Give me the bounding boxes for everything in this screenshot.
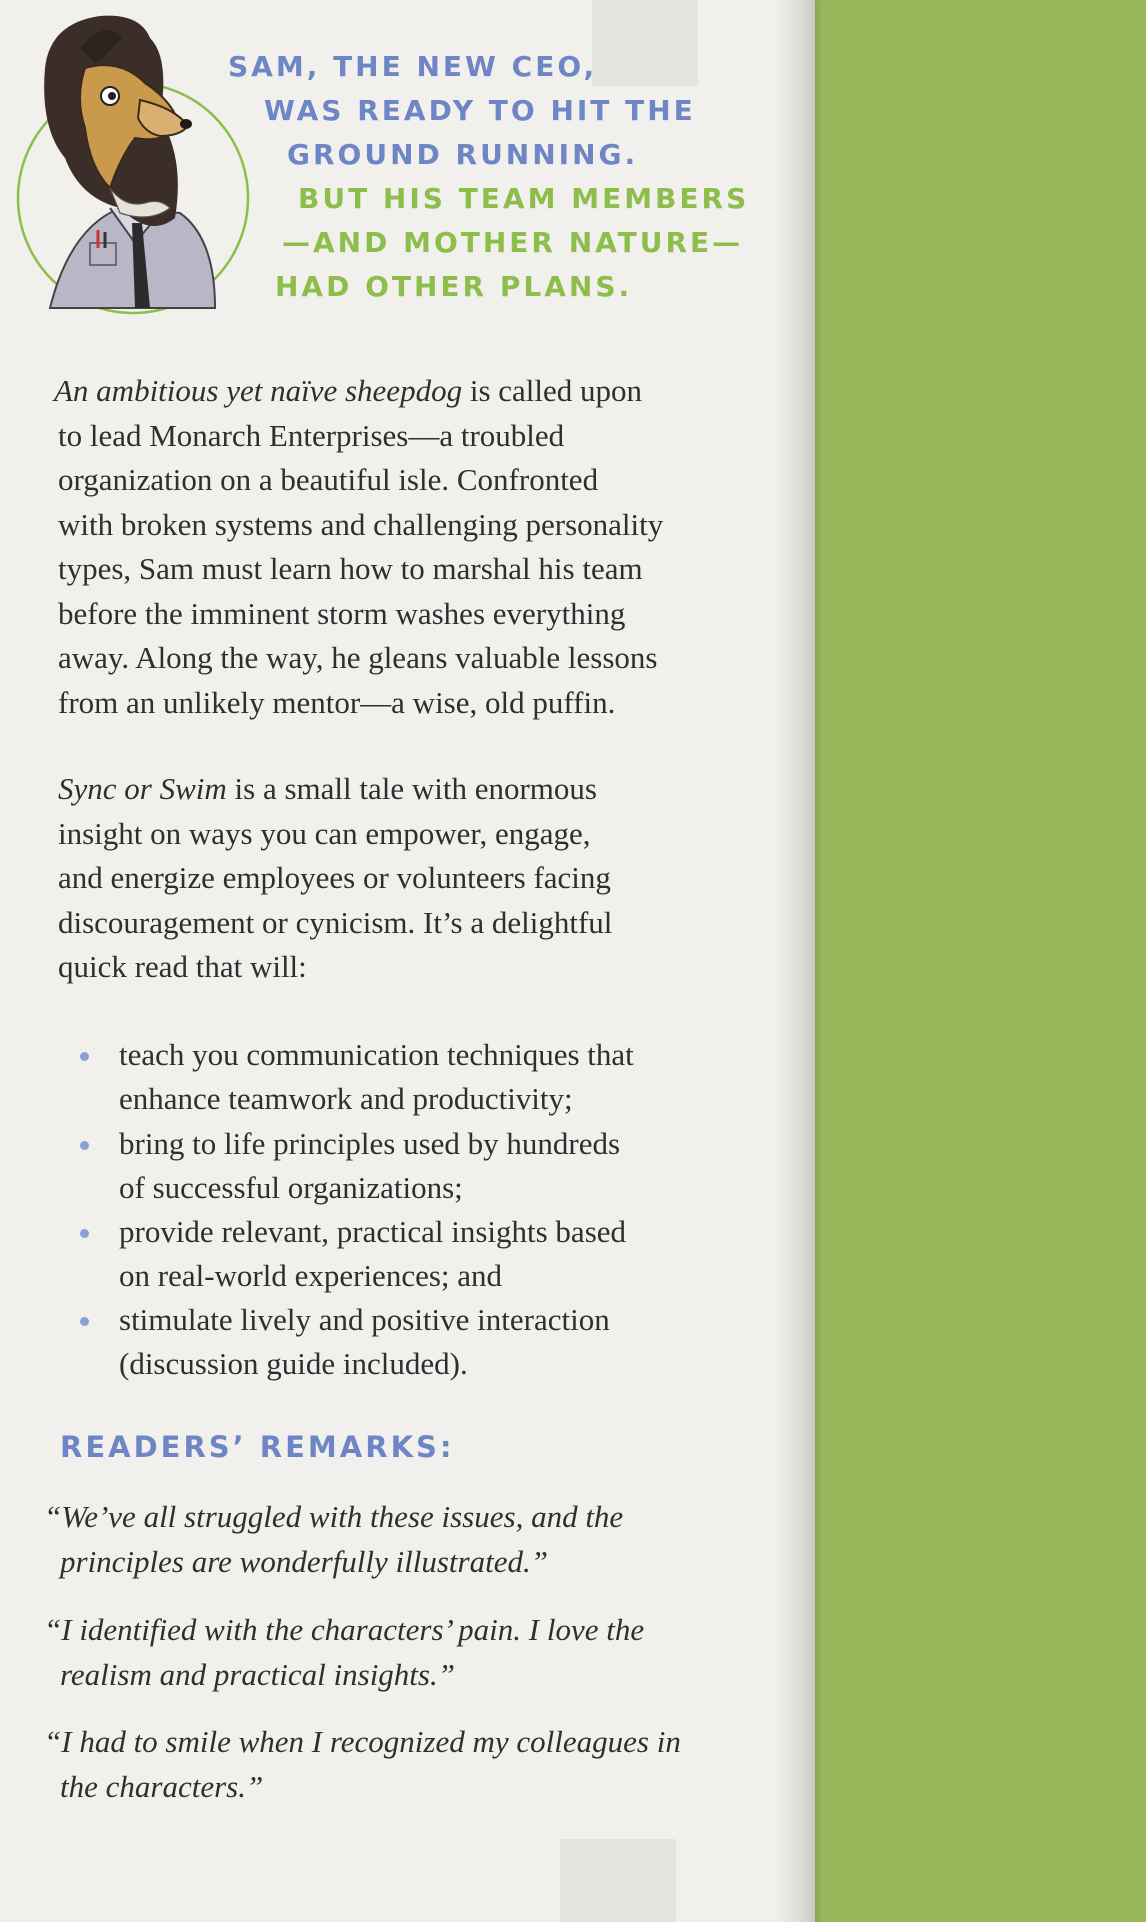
tagline-line-5: —AND MOTHER NATURE— bbox=[282, 226, 744, 259]
para1-line: before the imminent storm washes everything bbox=[58, 595, 626, 631]
bullet-dot-icon bbox=[80, 1141, 89, 1150]
description-paragraph-2 bbox=[58, 767, 758, 990]
bullet-dot-icon bbox=[80, 1317, 89, 1326]
para1-line: types, Sam must learn how to marshal his team bbox=[58, 551, 643, 586]
reader-quote: “I had to smile when I recognized my colleagues in the characters.” bbox=[44, 1724, 681, 1804]
top-tab-block bbox=[592, 0, 698, 86]
bullet-line: enhance teamwork and productivity; bbox=[119, 1081, 573, 1116]
para1-line: An ambitious yet naïve sheepdog is called upon bbox=[54, 373, 643, 408]
para2-line: insight on ways you can empower, engage, bbox=[58, 815, 591, 851]
reader-quote: “We’ve all struggled with these issues, and the principles are wonderfully illustrated.” bbox=[44, 1499, 624, 1579]
readers-remarks-heading: READERS’ REMARKS: bbox=[60, 1430, 455, 1464]
book-title-italic: Sync or Swim bbox=[58, 771, 227, 806]
tagline-line-2: WAS READY TO HIT THE bbox=[264, 94, 696, 127]
reader-quote: “I identified with the characters’ pain. I love the realism and practical insights.” bbox=[44, 1612, 645, 1692]
para1-line: organization on a beautiful isle. Confronted bbox=[58, 462, 599, 497]
tagline-line-6: HAD OTHER PLANS. bbox=[275, 270, 633, 303]
bullet-line: (discussion guide included). bbox=[119, 1346, 468, 1381]
bullet-line: teach you communication techniques that bbox=[119, 1037, 634, 1072]
para2-line: Sync or Swim is a small tale with enormous bbox=[58, 771, 597, 806]
bullet-line: bring to life principles used by hundreds bbox=[119, 1126, 621, 1161]
bullet-dot-icon bbox=[80, 1052, 89, 1061]
para1-line: from an unlikely mentor—a wise, old puffin. bbox=[58, 684, 616, 720]
para2-line: quick read that will: bbox=[58, 949, 307, 984]
bullet-line: stimulate lively and positive interaction bbox=[119, 1302, 610, 1337]
bullet-line: on real-world experiences; and bbox=[119, 1258, 503, 1293]
bottom-tab-block bbox=[560, 1839, 676, 1922]
para1-line: with broken systems and challenging personality bbox=[58, 506, 664, 542]
para1-line: away. Along the way, he gleans valuable lessons bbox=[58, 640, 658, 675]
bullet-line: of successful organizations; bbox=[119, 1170, 463, 1205]
bullet-line: provide relevant, practical insights based bbox=[119, 1214, 627, 1249]
tagline-line-4: BUT HIS TEAM MEMBERS bbox=[298, 182, 750, 215]
para2-line: and energize employees or volunteers facing bbox=[58, 860, 611, 895]
tagline-line-3: GROUND RUNNING. bbox=[287, 138, 639, 171]
green-spine-panel bbox=[815, 0, 1146, 1922]
para2-line: discouragement or cynicism. It’s a delightful bbox=[58, 904, 613, 940]
sheepdog-portrait-illustration bbox=[10, 8, 255, 328]
para1-line: to lead Monarch Enterprises—a troubled bbox=[58, 417, 565, 453]
bullet-dot-icon bbox=[80, 1229, 89, 1238]
para1-lead-italic: An ambitious yet naïve sheepdog bbox=[54, 373, 463, 408]
tagline-line-1: SAM, THE NEW CEO, bbox=[228, 50, 598, 83]
description-paragraph-1 bbox=[54, 369, 758, 725]
